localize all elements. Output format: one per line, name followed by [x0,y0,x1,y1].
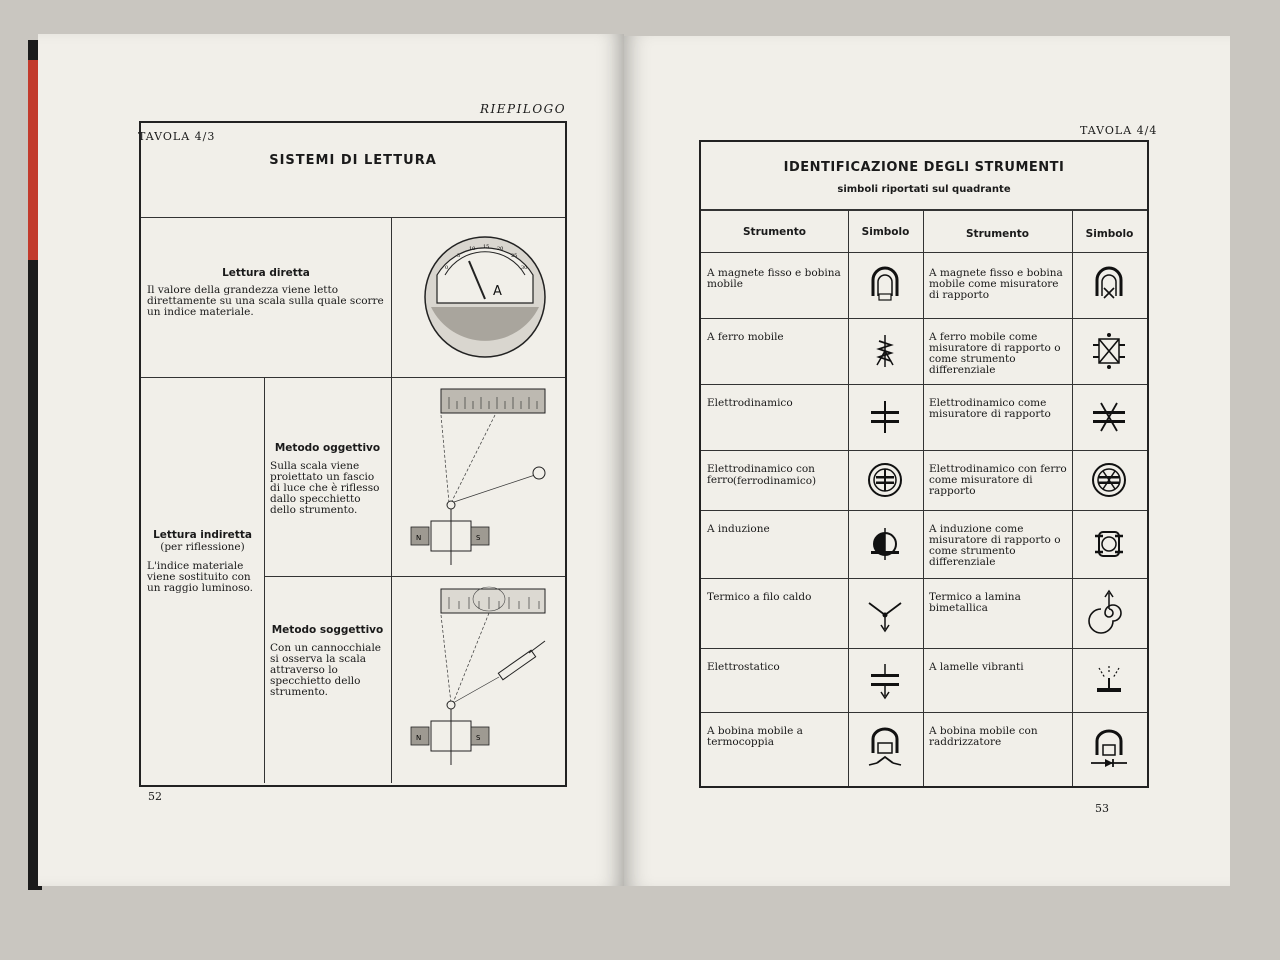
instrument-name: A induzione [707,523,770,535]
svg-text:5: 5 [457,253,461,259]
svg-text:10: 10 [469,246,476,252]
magnet-s-label: S [476,534,481,542]
moving-iron-symbol [865,331,905,371]
row-divider [701,318,1147,319]
instrument-name: Elettrodinamico con ferro [707,463,815,486]
reading-systems-table [139,121,567,787]
dial-unit: A [493,284,502,299]
page-number: 53 [1095,802,1109,815]
electrostatic-symbol [865,660,905,700]
instrument-name: Elettrodinamico come misuratore di rapporto [929,397,1051,420]
row-divider [701,384,1147,385]
instrument-name-sub: (ferrodinamico) [732,475,817,487]
table-subtitle: simboli riportati sul quadrante [837,184,1011,195]
svg-text:20: 20 [497,246,504,252]
page-number: 52 [148,790,162,803]
row-divider [701,648,1147,649]
lettura-diretta-text: Il valore della grandezza viene letto direttamente su una scala sulla quale scorre un indice materiale. [147,284,384,318]
header-simbolo-1: Simbolo [861,226,910,238]
instrument-name: Elettrodinamico con ferro come misuratore di rapporto [929,463,1067,497]
metodo-soggettivo-text: Con un cannocchiale si osserva la scala attraverso lo specchietto dello strumento. [270,642,382,698]
moving-coil-ratio-symbol [1089,266,1129,306]
instrument-name: Elettrodinamico [707,397,793,409]
hot-wire-symbol [865,593,905,633]
table-title: IDENTIFICAZIONE DEGLI STRUMENTI [783,160,1065,175]
row-divider [701,450,1147,451]
vibrating-reed-symbol [1089,660,1129,700]
electrodynamic-symbol [865,397,905,437]
row-divider [701,712,1147,713]
svg-text:30: 30 [521,265,528,271]
instrument-name: A ferro mobile come misuratore di rapporto o come strumento differenziale [929,331,1061,376]
tavola-label: TAVOLA 4/3 [138,130,216,143]
ferrodynamic-symbol [865,460,905,500]
induction-symbol [865,524,905,564]
instrument-name: A induzione come misuratore di rapporto o come strumento differenziale [929,523,1061,568]
metodo-oggettivo-text: Sulla scala viene proiettato un fascio di luce che è riflesso dallo specchietto dello strumento. [270,460,380,516]
instrument-name: A bobina mobile con raddrizzatore [929,725,1038,748]
svg-text:25: 25 [511,253,518,259]
svg-text:0: 0 [445,265,449,271]
moving-iron-ratio-symbol [1089,331,1129,371]
metodo-soggettivo-heading: Metodo soggettivo [271,624,384,636]
instrument-name: A ferro mobile [707,331,784,343]
header-strumento-2: Strumento [965,228,1029,240]
thermocouple-symbol [865,729,905,769]
magnet-n-label: N [416,534,422,542]
metodo-oggettivo-heading: Metodo oggettivo [274,442,381,454]
instrument-identification-table [699,140,1149,788]
dial-diagram [423,235,553,365]
instrument-name: Termico a lamina bimetallica [929,591,1021,614]
rectifier-symbol [1089,729,1129,769]
header-simbolo-2: Simbolo [1085,228,1134,240]
lettura-indiretta-sub: (per riflessione) [160,541,245,553]
row-divider [701,578,1147,579]
instrument-name: Elettrostatico [707,661,780,673]
row-divider [701,510,1147,511]
moving-coil-symbol [865,266,905,306]
instrument-name: Termico a filo caldo [707,591,812,603]
left-page [38,34,624,886]
electrodynamic-ratio-symbol [1089,397,1129,437]
lettura-indiretta-text: L'indice materiale viene sostituito con un raggio luminoso. [147,560,253,594]
instrument-name: A magnete fisso e bobina mobile [707,267,841,290]
instrument-name: A lamelle vibranti [929,661,1024,673]
ferrodynamic-ratio-symbol [1089,460,1129,500]
subjective-method-diagram [399,585,559,775]
running-head: RIEPILOGO [480,102,567,116]
bimetal-symbol [1089,593,1129,633]
objective-method-diagram [399,385,559,575]
right-page [624,36,1230,886]
svg-text:15: 15 [483,244,490,250]
instrument-name: A magnete fisso e bobina mobile come misuratore di rapporto [929,267,1063,301]
svg-text:N: N [416,734,422,742]
lettura-indiretta-heading: Lettura indiretta [153,529,252,541]
svg-text:S: S [476,734,481,742]
page-title: SISTEMI DI LETTURA [269,153,437,168]
tavola-label: TAVOLA 4/4 [1080,124,1158,137]
header-strumento-1: Strumento [742,226,806,238]
instrument-name: A bobina mobile a termocoppia [707,725,803,748]
induction-ratio-symbol [1089,524,1129,564]
lettura-diretta-heading: Lettura diretta [222,267,310,279]
